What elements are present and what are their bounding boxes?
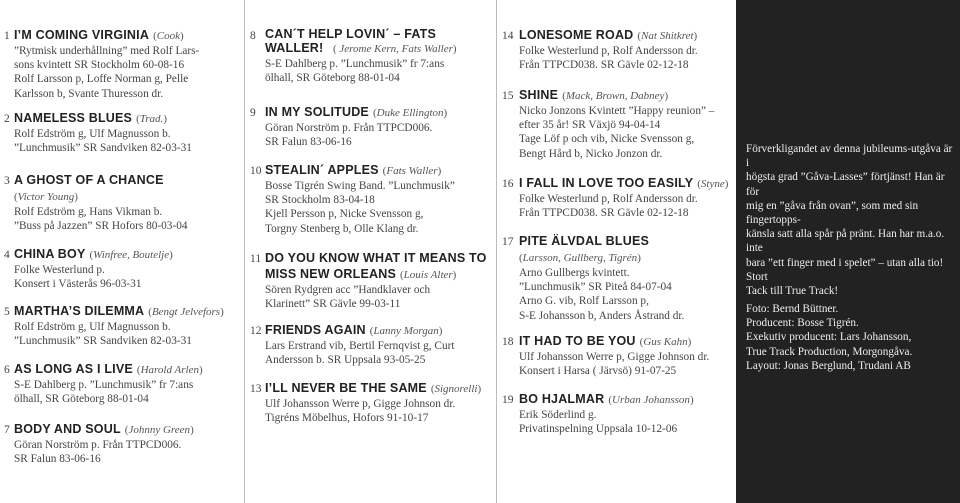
track-details: Arno Gullbergs kvintett. ”Lunchmusik” SR Piteå 84-07-04 Arno G. vib, Rolf Larsson p, S-E Johansson b, Anders Åstrand dr. (519, 267, 685, 322)
track-composer: Trad. (139, 113, 164, 125)
track-details: Rolf Edström g, Ulf Magnusson b. ”Lunchmusik” SR Sandviken 82-03-31 (14, 128, 192, 155)
track-number: 10 (250, 165, 262, 177)
track-details: Lars Erstrand vib, Bertil Fernqvist g, Curt Andersson b. SR Uppsala 93-05-25 (265, 340, 455, 367)
tracklist-column-2: 8 CAN´T HELP LOVIN´ – FATS WALLER! ( Jerome Kern, Fats Waller) S-E Dahlberg p. ”Lunchmusik” fr 7:ans ölhall, SR Göteborg 88-01-04 9 IN MY SOLITUDE (Duke Ellington) Göran Norström p. Från TTPCD006. SR Falun 83-06-16 10 STEALIN´ APPLES (Fats Waller) Bosse Tigrén Swing Band. ”Lunchmusik” SR Stockholm 83-04-18 Kjell Persson p, Nicke Svensson g, Torgny Stenberg b, Olle Klang dr. 11 DO YOU KNOW WHAT IT MEANS TO MISS NEW ORLEANS (Louis Alter) Sören Rydgren acc ”Handklaver och Klarinett” SR Gävle 99-03-11 12 FRIENDS AGAIN (Lanny Morgan) Lars Erstrand vib, Bertil Fernqvist g, Curt Andersson b. SR Uppsala 93-05-25 13 I’LL NEVER BE THE SAME (Signorelli) Ulf Johansson Werre p, Gigge Johnson dr. Tigréns Möbelhus, Hofors 91-10-17 (244, 0, 496, 503)
track-composer: Bengt Jelvefors (151, 306, 221, 318)
track-composer: Louis Alter (403, 269, 453, 281)
tracklist-column-3: 14 LONESOME ROAD (Nat Shitkret) Folke Westerlund p, Rolf Andersson dr. Från TTPCD038. SR Gävle 02-12-18 15 SHINE (Mack, Brown, Dabney) Nicko Jonzons Kvintett ”Happy reunion” – efter 35 år! SR Växjö 94-04-14 Tage Löf p och vib, Nicke Svensson g, Bengt Hård b, Nicko Jonzon dr. 16 I FALL IN LOVE TOO EASILY (Styne) Folke Westerlund p, Rolf Andersson dr. Från TTPCD038. SR Gävle 02-12-18 17 PITE ÄLVDAL BLUES (Larsson, Gullberg, Tigrén) Arno Gullbergs kvintett. ”Lunchmusik” SR Piteå 84-07-04 Arno G. vib, Rolf Larsson p, S-E Johansson b, Anders Åstrand dr. 18 IT HAD TO BE YOU (Gus Kahn) Ulf Johansson Werre p, Gigge Johnson dr. Konsert i Harsa ( Järvsö) 91-07-25 19 BO HJALMAR (Urban Johansson) Erik Söderlind g. Privatinspelning Uppsala 10-12-06 (496, 0, 736, 503)
track-number: 9 (250, 107, 256, 119)
acknowledgement-text: Förverkligandet av denna jubileums-utgåva är i högsta grad ”Gåva-Lasses” förtjänst! Han är för mig en ”gåva från ovan”, som med sin fingertopps- känsla satt alla spår på pränt. Han har m.a.o. inte bara ”ett finger med i spelet” – utan alla tio! Stort Tack till True Track! (746, 143, 953, 298)
track-number: 4 (4, 249, 10, 261)
track-composer: Victor Young (17, 191, 75, 203)
track-title: FRIENDS AGAIN (265, 323, 366, 337)
track-details: Nicko Jonzons Kvintett ”Happy reunion” – efter 35 år! SR Växjö 94-04-14 Tage Löf p och vib, Nicke Svensson g, Bengt Hård b, Nicko Jonzon dr. (519, 105, 715, 160)
track-title: A GHOST OF A CHANCE (14, 173, 164, 187)
track-title: SHINE (519, 88, 559, 102)
track-composer: Signorelli (434, 383, 478, 395)
track-title: PITE ÄLVDAL BLUES (519, 234, 650, 248)
track-title: I FALL IN LOVE TOO EASILY (519, 176, 694, 190)
track-details: Rolf Edström g, Ulf Magnusson b. ”Lunchmusik” SR Sandviken 82-03-31 (14, 321, 192, 348)
track-title: STEALIN´ APPLES (265, 163, 379, 177)
track-number: 15 (502, 90, 514, 102)
track-composer: Cook (156, 30, 180, 42)
credits-panel (736, 0, 960, 503)
track-number: 17 (502, 236, 514, 248)
track-number: 19 (502, 394, 514, 406)
track-details: Göran Norström p. Från TTPCD006. SR Falun 83-06-16 (14, 439, 182, 466)
track-title: IN MY SOLITUDE (265, 105, 369, 119)
track-details: Folke Westerlund p, Rolf Andersson dr. Från TTPCD038. SR Gävle 02-12-18 (519, 45, 698, 72)
track-number: 3 (4, 175, 10, 187)
track-composer: Winfree, Boutelje (93, 249, 170, 261)
track-details: S-E Dahlberg p. ”Lunchmusik” fr 7:ans ölhall, SR Göteborg 88-01-04 (265, 58, 445, 85)
track-composer: Styne (700, 178, 725, 190)
track-composer: Harold Arlen (140, 364, 199, 376)
track-composer: Fats Waller (386, 165, 438, 177)
track-number: 18 (502, 336, 514, 348)
track-title: DO YOU KNOW WHAT IT MEANS TO MISS NEW ORLEANS (265, 251, 487, 281)
track-details: Folke Westerlund p. Konsert i Västerås 96-03-31 (14, 264, 142, 291)
track-composer: Nat Shitkret (641, 30, 694, 42)
track-details: Folke Westerlund p, Rolf Andersson dr. Från TTPCD038. SR Gävle 02-12-18 (519, 193, 698, 220)
track-details: Ulf Johansson Werre p, Gigge Johnson dr. Konsert i Harsa ( Järvsö) 91-07-25 (519, 351, 710, 378)
track-details: ”Rytmisk underhållning” med Rolf Lars- sons kvintett SR Stockholm 60-08-16 Rolf Larsson p, Loffe Norman g, Pelle Karlsson b, Svante Thuresson dr. (14, 45, 200, 100)
track-number: 14 (502, 30, 514, 42)
track-details: Göran Norström p. Från TTPCD006. SR Falun 83-06-16 (265, 122, 433, 149)
track-number: 11 (250, 253, 262, 265)
track-title: LONESOME ROAD (519, 28, 634, 42)
track-title: CAN´T HELP LOVIN´ – FATS WALLER! (265, 27, 437, 55)
track-composer: Mack, Brown, Dabney (565, 90, 665, 102)
track-title: IT HAD TO BE YOU (519, 334, 636, 348)
track-title: I’LL NEVER BE THE SAME (265, 381, 427, 395)
track-title: NAMELESS BLUES (14, 111, 133, 125)
track-number: 1 (4, 30, 10, 42)
track-details: Ulf Johansson Werre p, Gigge Johnson dr. Tigréns Möbelhus, Hofors 91-10-17 (265, 398, 456, 425)
track-composer: Larsson, Gullberg, Tigrén (522, 252, 638, 264)
track-details: Erik Söderlind g. Privatinspelning Uppsala 10-12-06 (519, 409, 678, 436)
track-details: Rolf Edström g, Hans Vikman b. ”Buss på Jazzen” SR Hofors 80-03-04 (14, 206, 188, 233)
track-number: 6 (4, 364, 10, 376)
track-details: S-E Dahlberg p. ”Lunchmusik” fr 7:ans ölhall, SR Göteborg 88-01-04 (14, 379, 194, 406)
production-credits: Foto: Bernd Büttner. Producent: Bosse Tigrén. Exekutiv producent: Lars Johansson, True Track Production, Morgongåva. Layout: Jonas Berglund, Trudani AB (746, 303, 913, 372)
track-number: 5 (4, 306, 10, 318)
track-number: 2 (4, 113, 10, 125)
track-composer: Lanny Morgan (373, 325, 439, 337)
track-composer: Gus Kahn (643, 336, 688, 348)
track-number: 12 (250, 325, 262, 337)
track-title: CHINA BOY (14, 247, 86, 261)
tracklist-column-1: 1 I’M COMING VIRGINIA (Cook) ”Rytmisk underhållning” med Rolf Lars- sons kvintett SR Stockholm 60-08-16 Rolf Larsson p, Loffe Norman g, Pelle Karlsson b, Svante Thuresson dr. 2 NAMELESS BLUES (Trad.) Rolf Edström g, Ulf Magnusson b. ”Lunchmusik” SR Sandviken 82-03-31 3 A GHOST OF A CHANCE (Victor Young) Rolf Edström g, Hans Vikman b. ”Buss på Jazzen” SR Hofors 80-03-04 4 CHINA BOY (Winfree, Boutelje) Folke Westerlund p. Konsert i Västerås 96-03-31 5 MARTHA’S DILEMMA (Bengt Jelvefors) Rolf Edström g, Ulf Magnusson b. ”Lunchmusik” SR Sandviken 82-03-31 6 AS LONG AS I LIVE (Harold Arlen) S-E Dahlberg p. ”Lunchmusik” fr 7:ans ölhall, SR Göteborg 88-01-04 7 BODY AND SOUL (Johnny Green) Göran Norström p. Från TTPCD006. SR Falun 83-06-16 (0, 0, 235, 503)
track-title: BO HJALMAR (519, 392, 605, 406)
track-composer: Johnny Green (128, 424, 191, 436)
track-details: Bosse Tigrén Swing Band. ”Lunchmusik” SR Stockholm 83-04-18 Kjell Persson p, Nicke Svensson g, Torgny Stenberg b, Olle Klang dr. (265, 180, 455, 235)
track-title: MARTHA’S DILEMMA (14, 304, 145, 318)
track-number: 8 (250, 30, 256, 42)
track-number: 16 (502, 178, 514, 190)
track-number: 7 (4, 424, 10, 436)
track-title: BODY AND SOUL (14, 422, 121, 436)
track-title: I’M COMING VIRGINIA (14, 28, 150, 42)
track-composer: Urban Johansson (612, 394, 690, 406)
track-composer: Jerome Kern, Fats Waller (336, 43, 453, 55)
track-composer: Duke Ellington (376, 107, 444, 119)
track-number: 13 (250, 383, 262, 395)
track-details: Sören Rydgren acc ”Handklaver och Klarinett” SR Gävle 99-03-11 (265, 284, 431, 311)
track-title: AS LONG AS I LIVE (14, 362, 133, 376)
